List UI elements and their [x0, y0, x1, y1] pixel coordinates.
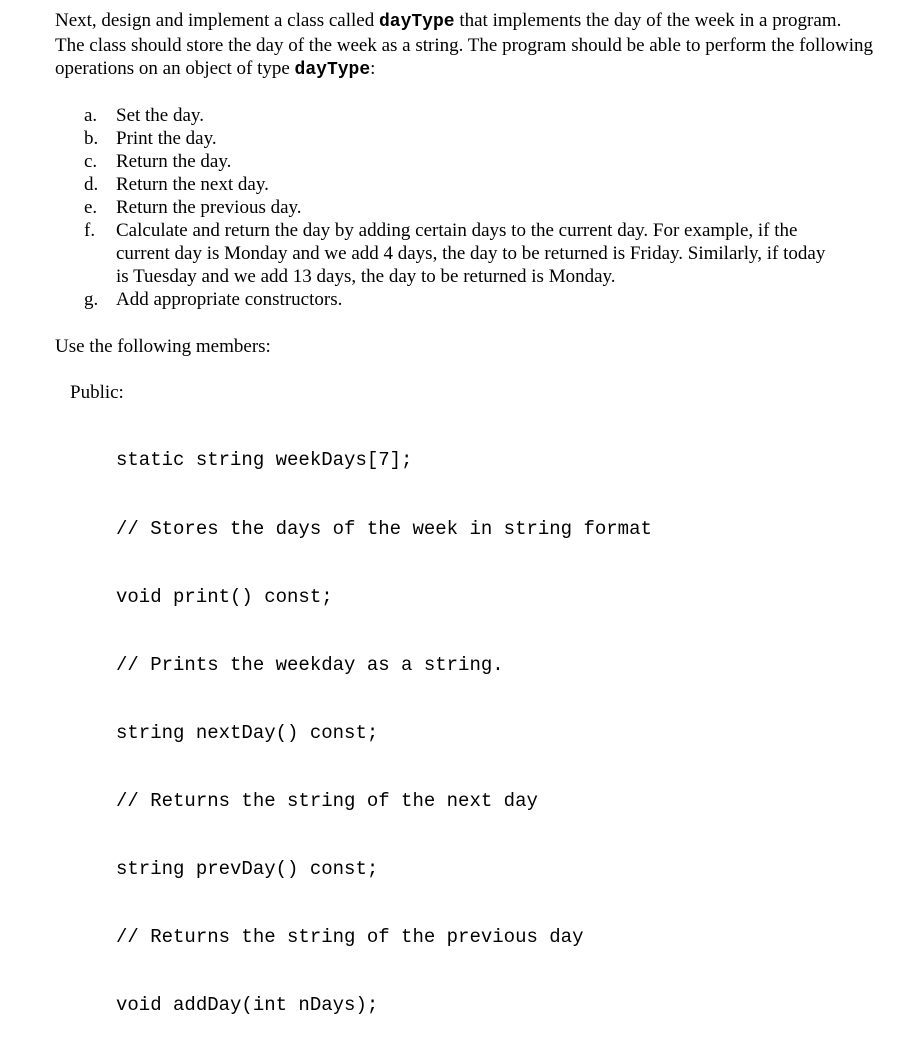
- code-line: // Stores the days of the week in string format: [116, 517, 652, 540]
- intro-text-3: :: [370, 58, 376, 79]
- code-line: // Returns the string of the previous day: [116, 926, 584, 949]
- operation-item: [0, 104, 836, 127]
- code-line: static string weekDays[7];: [116, 449, 413, 472]
- operations-list: [0, 104, 836, 311]
- operation-text: Calculate and return the day by adding certain days to the current day. For example, if the current day is Monday and we add 4 days, the day to be returned is Friday. Similarly, if today is Tuesday and we add 13 days, the day to be returned is Monday.: [116, 220, 826, 287]
- operation-text: Return the next day.: [116, 174, 269, 195]
- members-heading: Use the following members:: [55, 336, 271, 357]
- public-label: Public:: [70, 382, 124, 403]
- operation-letter: b.: [84, 128, 99, 149]
- operation-text: Add appropriate constructors.: [116, 289, 343, 310]
- operation-letter: f.: [84, 220, 96, 241]
- code-line: string nextDay() const;: [116, 721, 379, 744]
- intro-paragraph: [55, 9, 875, 82]
- operation-text: Set the day.: [116, 105, 204, 126]
- intro-text-2: that implements the day of the week in a program. The class should store the day of the week as a string. The program should be able to perform the following operations on an object of type: [55, 10, 874, 79]
- code-block: [116, 404, 652, 1040]
- class-name-daytype-2: dayType: [294, 60, 371, 80]
- code-line: void addDay(int nDays);: [116, 994, 379, 1017]
- operation-letter: a.: [84, 105, 98, 126]
- operation-letter: g.: [84, 289, 99, 310]
- operation-item: [0, 288, 836, 311]
- operation-text: Return the day.: [116, 151, 232, 172]
- operation-text: Print the day.: [116, 128, 217, 149]
- operation-item: [0, 173, 836, 196]
- operation-letter: c.: [84, 151, 98, 172]
- operation-item: [0, 150, 836, 173]
- operation-item: [0, 127, 836, 150]
- code-line: // Prints the weekday as a string.: [116, 653, 504, 676]
- operation-letter: e.: [84, 197, 98, 218]
- operation-item: [0, 219, 836, 288]
- operation-text: Return the previous day.: [116, 197, 302, 218]
- code-line: void print() const;: [116, 585, 333, 608]
- code-line: // Returns the string of the next day: [116, 789, 538, 812]
- intro-text-1: Next, design and implement a class called: [55, 10, 379, 31]
- operation-item: [0, 196, 836, 219]
- code-line: string prevDay() const;: [116, 858, 379, 881]
- operation-letter: d.: [84, 174, 99, 195]
- class-name-daytype: dayType: [378, 12, 455, 32]
